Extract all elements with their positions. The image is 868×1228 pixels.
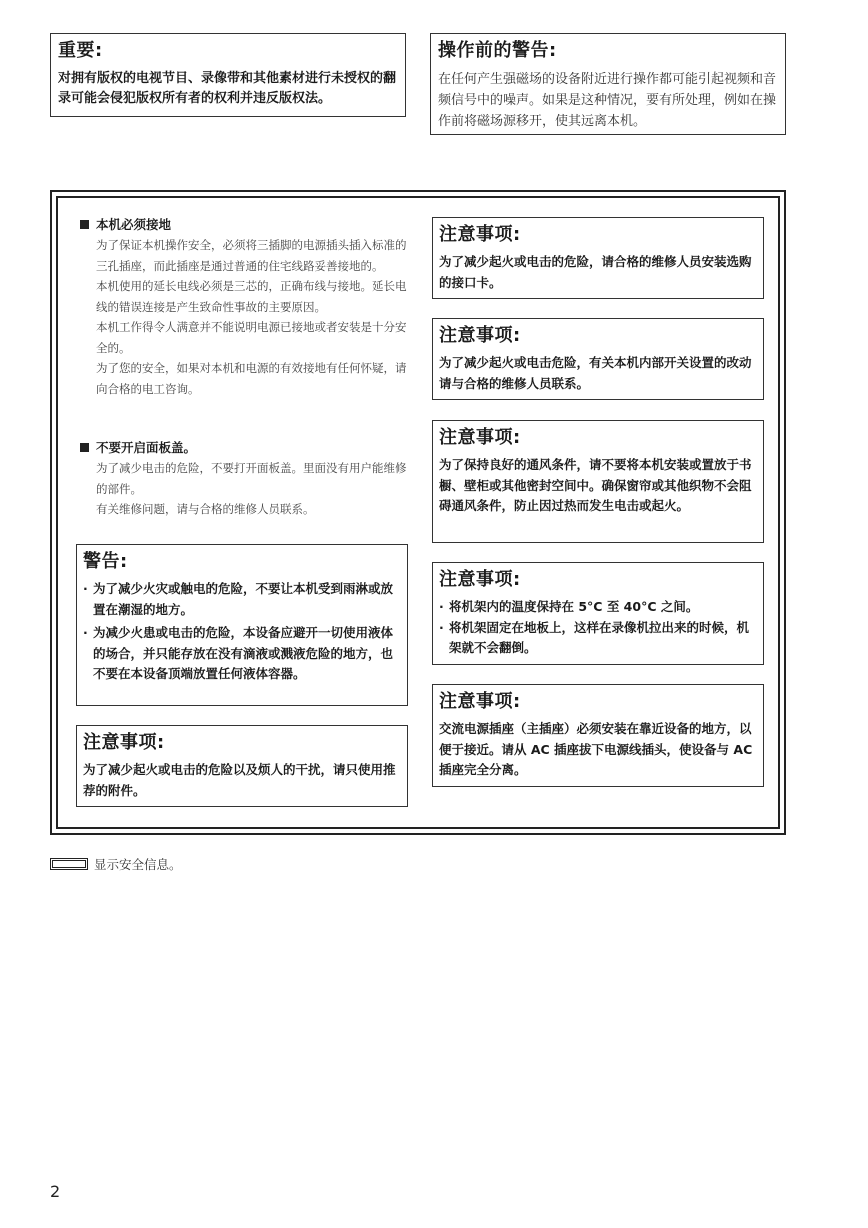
caution-title: 注意事项:	[83, 732, 165, 753]
safety-info-frame	[50, 190, 786, 835]
caution-text: 为了保持良好的通风条件，请不要将本机安装或置放于书橱、壁柜或其他密封空间中。确保窗帘或其他织物不会阻碍通风条件，防止因过热而发生电击或起火。	[439, 457, 752, 513]
bullet-square-icon	[80, 220, 89, 229]
safety-info-inner-frame	[56, 196, 780, 829]
caution-title: 注意事项:	[439, 427, 521, 448]
pre-operation-warning-box	[430, 33, 786, 135]
caution-text: 交流电源插座（主插座）必须安装在靠近设备的地方，以便于接近。请从 AC 插座拔下电源线插头，使设备与 AC 插座完全分离。	[439, 721, 753, 777]
caution-text: 为了减少起火或电击的危险，请合格的维修人员安装选购的接口卡。	[439, 254, 752, 290]
legend-text: 显示安全信息。	[94, 857, 182, 872]
caution-title: 注意事项:	[439, 325, 521, 346]
caution-bullet: · 将机架固定在地板上，这样在录像机拉出来的时候，机架就不会翻倒。	[439, 619, 750, 655]
caution-internal-switch-box	[432, 318, 764, 400]
caution-ventilation-box	[432, 420, 764, 543]
warning-bullet: · 为了减少火灾或触电的危险，不要让本机受到雨淋或放置在潮湿的地方。	[83, 581, 394, 617]
warning-title: 警告:	[83, 551, 128, 572]
caution-text: 为了减少起火或电击危险，有关本机内部开关设置的改动请与合格的维修人员联系。	[439, 355, 752, 391]
grounding-paragraph: 本机使用的延长电线必须是三芯的，正确布线与接地。延长电线的错误连接是产生致命性事故的主要原因。	[96, 279, 407, 314]
legend	[50, 855, 182, 873]
caution-rack-box	[432, 562, 764, 665]
grounding-paragraph: 本机工作得令人满意并不能说明电源已接地或者安装是十分安全的。	[96, 320, 407, 355]
grounding-paragraph: 为了保证本机操作安全，必须将三插脚的电源插头插入标准的三孔插座，而此插座是通过普通的住宅线路妥善接地的。	[96, 238, 407, 273]
warning-box	[76, 544, 408, 706]
grounding-heading: 本机必须接地	[96, 217, 172, 232]
cover-section	[80, 438, 412, 520]
caution-title: 注意事项:	[439, 691, 521, 712]
double-frame-icon	[50, 858, 88, 870]
caution-interface-card-box	[432, 217, 764, 299]
cover-paragraph: 为了减少电击的危险，不要打开面板盖。里面没有用户能维修的部件。	[96, 461, 407, 496]
grounding-section	[80, 215, 412, 399]
caution-bullet: · 将机架内的温度保持在 5°C 至 40°C 之间。	[439, 599, 699, 614]
caution-title: 注意事项:	[439, 569, 521, 590]
cover-heading: 不要开启面板盖。	[96, 440, 197, 455]
caution-accessories-box	[76, 725, 408, 807]
caution-ac-outlet-box	[432, 684, 764, 787]
page-number: 2	[50, 1182, 61, 1201]
pre-operation-text: 在任何产生强磁场的设备附近进行操作都可能引起视频和音频信号中的噪声。如果是这种情况，要有所处理，例如在操作前将磁场源移开，使其远离本机。	[438, 72, 777, 129]
caution-text: 为了减少起火或电击的危险以及烦人的干扰，请只使用推荐的附件。	[83, 762, 396, 798]
pre-operation-title: 操作前的警告:	[438, 40, 557, 61]
cover-paragraph: 有关维修问题，请与合格的维修人员联系。	[96, 502, 315, 516]
grounding-paragraph: 为了您的安全，如果对本机和电源的有效接地有任何怀疑，请向合格的电工咨询。	[96, 361, 407, 396]
important-title: 重要:	[58, 40, 103, 61]
bullet-square-icon	[80, 443, 89, 452]
warning-bullet: · 为减少火患或电击的危险，本设备应避开一切使用液体的场合，并只能存放在没有滴液或溅液危险的地方，也不要在本设备顶端放置任何液体容器。	[83, 625, 394, 681]
important-notice-box	[50, 33, 406, 117]
caution-title: 注意事项:	[439, 224, 521, 245]
important-text: 对拥有版权的电视节目、录像带和其他素材进行未授权的翻录可能会侵犯版权所有者的权利并违反版权法。	[58, 71, 397, 106]
